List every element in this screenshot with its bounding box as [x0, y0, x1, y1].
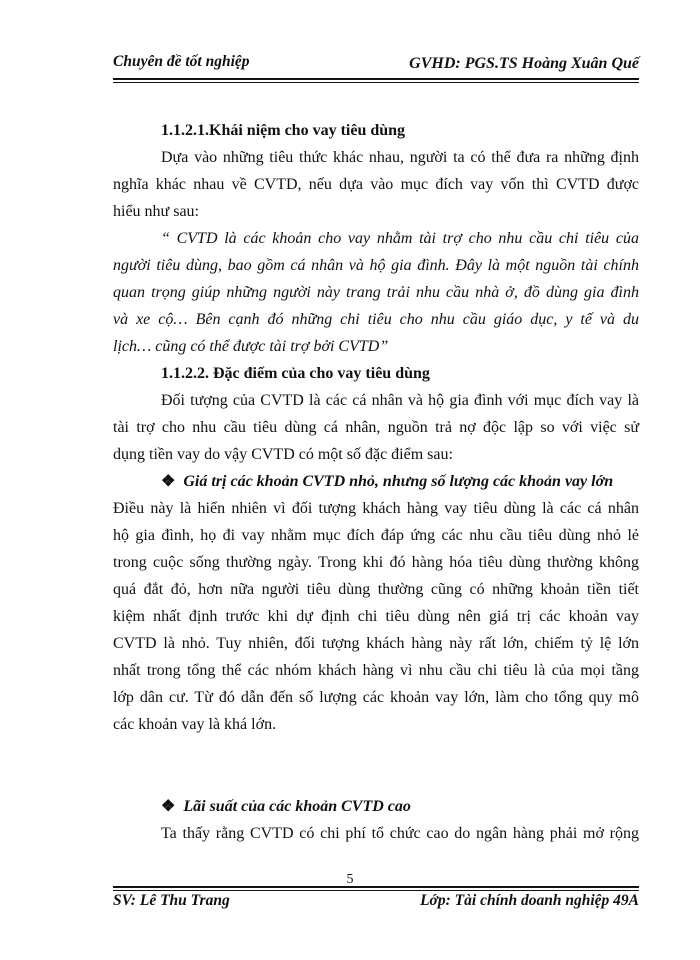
paragraph-line: kiệm nhất định trước khi dự định chi tiêu dùng nên giá trị các khoản vay — [113, 608, 639, 625]
paragraph-line: Đối tượng của CVTD là các cá nhân và hộ gia đình với mục đích vay là — [161, 392, 639, 409]
paragraph-line: tài trợ cho nhu cầu tiêu dùng cá nhân, nguồn trả nợ độc lập so với việc sử — [113, 419, 639, 436]
quote-line: và xe cộ… Bên cạnh đó những chi tiêu cho nhu cầu giáo dục, y tế và du — [113, 311, 639, 328]
paragraph-line: hộ gia đình, họ đi vay nhằm mục đích đáp ứng các nhu cầu tiêu dùng nhỏ lẻ — [113, 527, 639, 544]
paragraph-line: lớp dân cư. Từ đó dẫn đến số lượng các khoản vay lớn, làm cho tổng quy mô — [113, 689, 639, 706]
paragraph-line: dụng tiền vay do vậy CVTD có một số đặc điểm sau: — [113, 446, 453, 463]
quote-line: người tiêu dùng, bao gồm cá nhân và hộ gia đình. Đây là một nguồn tài chính — [113, 257, 639, 274]
heading-loan-concept: 1.1.2.1.Khái niệm cho vay tiêu dùng — [161, 122, 406, 139]
quote-line: quan trọng giúp những người này trang trải nhu cầu nhà ở, đồ dùng gia đình — [113, 284, 639, 301]
paragraph-line: nghĩa khác nhau về CVTD, nếu dựa vào mục đích vay vốn thì CVTD được — [113, 176, 639, 193]
page-header — [113, 53, 639, 77]
paragraph-line: Ta thấy rằng CVTD có chi phí tổ chức cao do ngân hàng phải mở rộng — [161, 825, 639, 842]
bullet-heading-text: Lãi suất của các khoản CVTD cao — [183, 798, 411, 815]
paragraph-line: CVTD là nhỏ. Tuy nhiên, đối tượng khách hàng này rất lớn, chiếm tỷ lệ lớn — [113, 635, 639, 652]
quote-line: lịch… cũng có thể được tài trợ bởi CVTD” — [113, 338, 389, 355]
header-divider — [113, 78, 639, 83]
quote-line: “ CVTD là các khoản cho vay nhằm tài trợ cho nhu cầu chi tiêu của — [161, 230, 639, 247]
bullet-heading-high-interest — [113, 797, 639, 817]
page-number: 5 — [346, 872, 354, 887]
footer-student: SV: Lê Thu Trang — [113, 892, 230, 909]
paragraph-line: nhất trong tổng thể các nhóm khách hàng vì nhu cầu chi tiêu là của mọi tầng — [113, 662, 639, 679]
header-title: Chuyên đề tốt nghiệp — [113, 53, 250, 70]
diamond-bullet-icon: ❖ — [161, 798, 176, 815]
paragraph-line: Điều này là hiển nhiên vì đối tượng khách hàng vay tiêu dùng là các cá nhân — [113, 500, 639, 517]
heading-loan-features: 1.1.2.2. Đặc điểm của cho vay tiêu dùng — [161, 365, 430, 382]
paragraph-line: Dựa vào những tiêu thức khác nhau, người ta có thể đưa ra những định — [161, 149, 639, 166]
paragraph-line: trong cuộc sống thường ngày. Trong khi đó hàng hóa tiêu dùng thường không — [113, 554, 639, 571]
paragraph-line: quá đắt đỏ, hơn nữa người tiêu dùng thường cũng có những khoản tiền tiết — [113, 581, 639, 598]
diamond-bullet-icon: ❖ — [161, 473, 176, 490]
paragraph-line: hiểu như sau: — [113, 203, 199, 220]
bullet-heading-small-value — [113, 472, 639, 492]
header-advisor: GVHD: PGS.TS Hoàng Xuân Quế — [409, 55, 639, 72]
paragraph-line: các khoản vay là khá lớn. — [113, 716, 277, 733]
footer-class: Lớp: Tài chính doanh nghiệp 49A — [420, 892, 639, 909]
footer-divider — [113, 886, 639, 891]
bullet-heading-text: Giá trị các khoản CVTD nhỏ, nhưng số lượng các khoản vay lớn — [183, 473, 614, 490]
